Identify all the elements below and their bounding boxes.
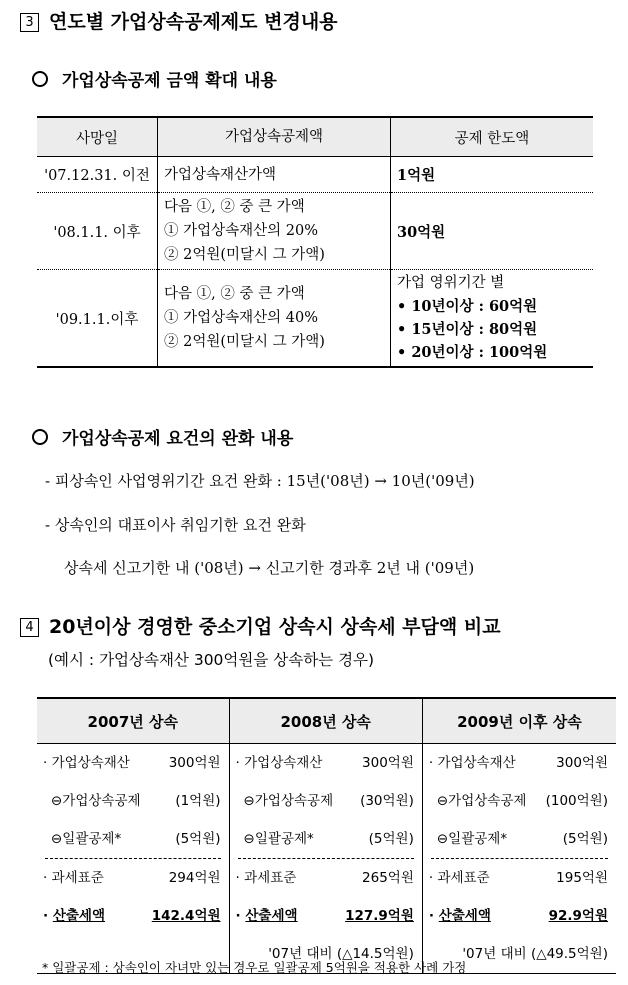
section3-heading (20, 7, 338, 34)
base-label: · 과세표준 (235, 870, 297, 886)
tax-label: · 산출세액 (43, 908, 106, 924)
asset-value: 300억원 (362, 755, 414, 771)
deduction-line: 다음 ①, ② 중 큰 가액 (164, 199, 305, 215)
tax-label: · 산출세액 (428, 908, 491, 924)
lump-value: (5억원) (562, 831, 608, 847)
lump-label: ⊖일괄공제* (436, 831, 508, 847)
compare-text: '07년 대비 (△14.5억원) (268, 946, 414, 962)
tax-line (37, 897, 229, 935)
subheading-requirements-text: 가업상속공제 요건의 완화 내용 (62, 429, 294, 449)
lump-label: ⊖일괄공제* (243, 831, 314, 847)
subheading-amount (32, 66, 277, 91)
column-2007 (37, 744, 229, 974)
asset-label: · 가업상속재산 (235, 755, 323, 771)
deduction-line: ① 가업상속재산의 40% (164, 310, 318, 326)
tax-value: 142.4억원 (151, 908, 221, 924)
subheading-amount-text: 가업상속공제 금액 확대 내용 (62, 71, 277, 91)
col-header-limit: 공제 한도액 (391, 117, 594, 157)
asset-label-text: 가업상속재산 (437, 755, 516, 771)
row-limit (391, 270, 594, 368)
row-deduction (158, 270, 391, 368)
col-header-deduction: 가업상속공제액 (158, 117, 391, 157)
asset-label-text: 가업상속재산 (51, 755, 130, 771)
deduct-value: (1억원) (175, 793, 221, 809)
deduction-line: ② 2억원(미달시 그 가액) (164, 334, 325, 350)
table-row (37, 157, 593, 193)
circle-bullet-icon (32, 71, 48, 87)
section3-title: 연도별 가업상속공제제도 변경내용 (49, 11, 338, 33)
limit-line: 가업 영위기간 별 (397, 275, 505, 291)
tax-value: 127.9억원 (345, 908, 414, 924)
footnote: * 일괄공제 : 상속인이 자녀만 있는 경우로 일괄공제 5억원을 적용한 사례 가정 (42, 960, 467, 975)
deduct-value: (30억원) (360, 793, 414, 809)
lump-label: ⊖일괄공제* (51, 831, 122, 847)
requirement-item: - 피상속인 사업영위기간 요건 완화 : 15년('08년) → 10년('09년) (45, 472, 475, 490)
tax-value: 92.9억원 (548, 908, 608, 924)
deduct-label: ⊖가업상속공제 (243, 793, 334, 809)
base-label-text: 과세표준 (437, 870, 490, 886)
limit-line: • 15년이상 : 80억원 (397, 321, 538, 338)
deduction-line: ① 가업상속재산의 20% (164, 223, 318, 239)
base-label-text: 과세표준 (51, 870, 104, 886)
base-label-text: 과세표준 (244, 870, 297, 886)
asset-label: · 가업상속재산 (428, 755, 516, 771)
row-limit: 1억원 (391, 157, 594, 193)
row-limit: 30억원 (391, 193, 594, 270)
row-deduction (158, 193, 391, 270)
tax-line (230, 897, 422, 935)
section4-subtitle: (예시 : 가업상속재산 300억원을 상속하는 경우) (48, 651, 375, 669)
subheading-requirements (32, 424, 293, 449)
deduction-line: 다음 ①, ② 중 큰 가액 (164, 286, 305, 302)
base-line (37, 859, 229, 897)
tax-label-text: 산출세액 (52, 908, 106, 924)
lump-line (230, 820, 422, 858)
tax-label-text: 산출세액 (245, 908, 298, 924)
deduction-amount-table (37, 116, 593, 368)
table-row (37, 193, 593, 270)
deduct-value: (100억원) (545, 793, 608, 809)
base-value: 294억원 (168, 870, 221, 886)
base-label: · 과세표준 (43, 870, 104, 886)
asset-line (37, 744, 229, 782)
lump-line (37, 820, 229, 858)
section4-number: 4 (20, 618, 39, 637)
base-label: · 과세표준 (428, 870, 490, 886)
table-row (37, 270, 593, 368)
section4-heading (20, 612, 501, 639)
tax-line (423, 897, 616, 935)
tax-label: · 산출세액 (235, 908, 298, 924)
limit-line: • 10년이상 : 60억원 (397, 298, 538, 315)
deduct-label: ⊖가업상속공제 (51, 793, 141, 809)
requirement-item: - 상속인의 대표이사 취임기한 요건 완화 (45, 516, 306, 534)
limit-line: • 20년이상 : 100억원 (397, 344, 548, 361)
asset-line (423, 744, 616, 782)
asset-value: 300억원 (556, 755, 608, 771)
deduct-line (37, 782, 229, 820)
row-date: '09.1.1.이후 (55, 311, 139, 328)
asset-label-text: 가업상속재산 (244, 755, 323, 771)
lump-value: (5억원) (175, 831, 221, 847)
base-line (230, 859, 422, 897)
deduct-line (423, 782, 616, 820)
deduct-label: ⊖가업상속공제 (436, 793, 527, 809)
lump-value: (5억원) (368, 831, 414, 847)
base-value: 195억원 (556, 870, 608, 886)
col-header-date: 사망일 (37, 117, 158, 157)
requirement-item: 상속세 신고기한 내 ('08년) → 신고기한 경과후 2년 내 ('09년) (64, 559, 475, 577)
column-2008 (229, 744, 422, 974)
col-header-2008: 2008년 상속 (229, 698, 422, 744)
row-date: '07.12.31. 이전 (37, 157, 158, 193)
row-deduction (158, 157, 391, 193)
deduction-line: ② 2억원(미달시 그 가액) (164, 247, 325, 263)
row-date: '08.1.1. 이후 (37, 193, 158, 270)
deduction-line: 가업상속재산가액 (164, 166, 277, 183)
asset-line (230, 744, 422, 782)
lump-line (423, 820, 616, 858)
deduct-line (230, 782, 422, 820)
base-line (423, 859, 616, 897)
tax-comparison-table (37, 697, 616, 974)
col-header-2007: 2007년 상속 (37, 698, 229, 744)
tax-label-text: 산출세액 (438, 908, 491, 924)
asset-value: 300억원 (168, 755, 221, 771)
compare-text: '07년 대비 (△49.5억원) (462, 946, 608, 962)
column-2009 (422, 744, 616, 974)
section3-number: 3 (20, 13, 39, 32)
asset-label: · 가업상속재산 (43, 755, 130, 771)
section4-title: 20년이상 경영한 중소기업 상속시 상속세 부담액 비교 (49, 616, 501, 638)
base-value: 265억원 (362, 870, 414, 886)
col-header-2009: 2009년 이후 상속 (422, 698, 616, 744)
circle-bullet-icon (32, 429, 48, 445)
